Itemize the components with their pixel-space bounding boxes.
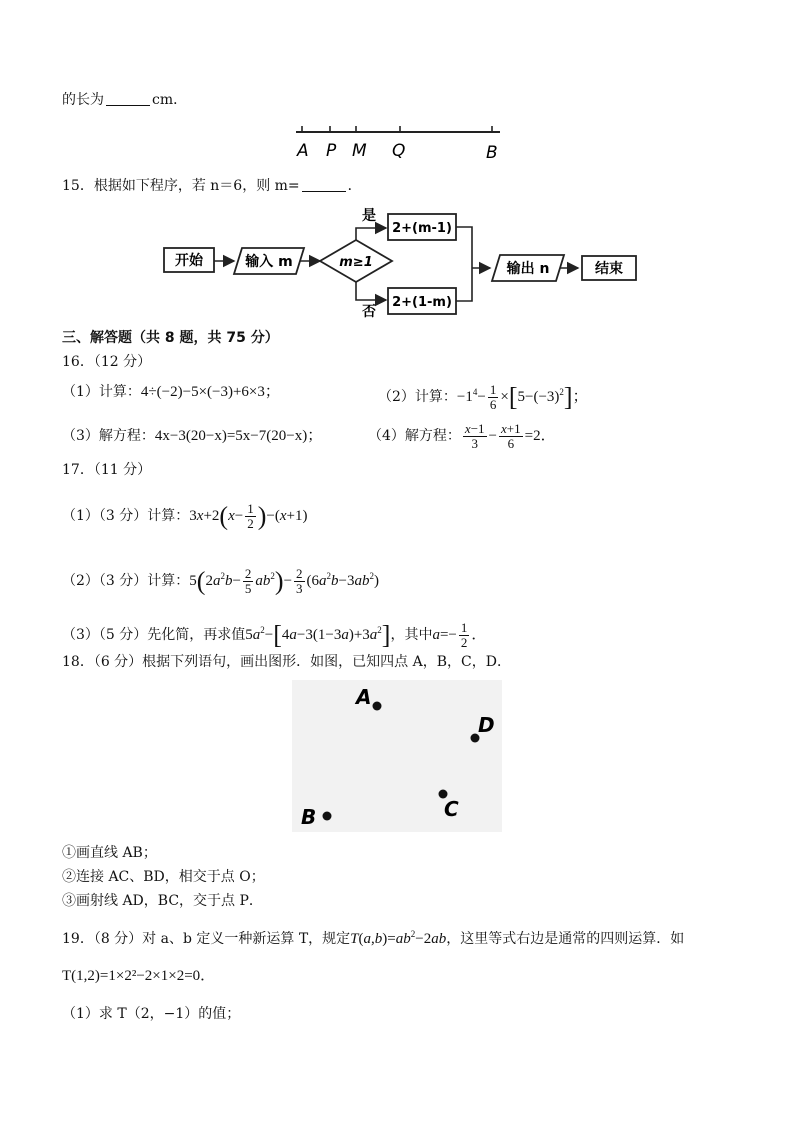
point-label-p: P xyxy=(326,141,337,161)
question-19: 19．（8 分）对 a、b 定义一种新运算 T，规定$T(a,b)=ab^2-2ab$，这里等式右边是通常的四则运算．如 xyxy=(62,929,685,947)
q18-step-2: ②连接 AC、BD，相交于点 O； xyxy=(62,869,265,885)
start-label: 开始 xyxy=(175,253,203,269)
point-label-d: D xyxy=(478,713,495,737)
question-16-part-4: （4）解方程： $\frac{x-1}{3}$ − $\frac{x+1}{6}$ =2． xyxy=(368,421,556,452)
program-flowchart xyxy=(150,200,650,324)
question-15: 15．根据如下程序，若 n＝6，则 m= ． xyxy=(62,178,362,194)
segment-figure xyxy=(288,118,508,166)
point-label-a: A xyxy=(297,141,309,161)
no-label: 否 xyxy=(362,304,376,320)
question-17-part-2: （2）（3 分）计算：$5(2a^2b-$ $\frac{2}{5}$ $ab^2)-$ $\frac{2}{3}$ $(6a^2b-3ab^2)$ xyxy=(62,566,380,597)
question-16-part-3: （3）解方程：4x−3(20−x)=5x−7(20−x)； xyxy=(62,428,323,444)
answer-blank xyxy=(106,91,150,106)
question-17-head: 17．（11 分） xyxy=(62,462,152,478)
point-label-c: C xyxy=(444,797,459,821)
q18-step-3: ③画射线 AD，BC，交于点 P． xyxy=(62,893,263,909)
question-17-part-1: （1）（3 分）计算：3x+2(x− $\frac{1}{2}$ )−(x+1) xyxy=(62,501,308,532)
condition-label: m≥1 xyxy=(339,255,373,270)
question-16-part-1: （1）计算：4÷(−2)−5×(−3)+6×3； xyxy=(62,384,280,400)
output-label: 输出 n xyxy=(506,261,550,277)
four-points-figure xyxy=(292,680,502,832)
input-label: 输入 m xyxy=(245,254,293,270)
answer-blank xyxy=(302,177,346,192)
section-title: 三、解答题（共 8 题，共 75 分） xyxy=(62,330,279,346)
end-label: 结束 xyxy=(595,261,623,277)
point-a xyxy=(373,702,382,711)
point-label-m: M xyxy=(352,141,367,161)
question-19-part-1: （1）求 T（2，−1）的值； xyxy=(62,1006,241,1022)
question-fragment: 的长为 cm． xyxy=(62,92,188,108)
yes-label: 是 xyxy=(362,208,376,224)
yes-process-label: 2+(m-1) xyxy=(392,221,452,236)
question-19-example: T(1,2)=1×2²−2×1×2=0． xyxy=(62,968,216,984)
point-label-a: A xyxy=(356,685,372,709)
q18-step-1: ①画直线 AB； xyxy=(62,845,157,861)
question-16-head: 16．（12 分） xyxy=(62,354,152,370)
no-process-label: 2+(1-m) xyxy=(392,295,452,310)
point-label-b: B xyxy=(301,805,317,829)
question-16-part-2: （2）计算：$-1^4-$ $\frac{1}{6}$ $\times[5-(-3)^2]$； xyxy=(378,382,588,413)
question-18: 18．（6 分）根据下列语句，画出图形．如图，已知四点 A，B，C，D． xyxy=(62,654,511,670)
question-17-part-3: （3）（5 分）先化简，再求值$5a^2-[4a-3(1-3a)+3a^2]$，其中a=− $\frac{1}{2}$ ． xyxy=(62,620,487,651)
point-label-b: B xyxy=(486,143,498,163)
point-label-q: Q xyxy=(392,141,406,161)
point-b xyxy=(323,812,332,821)
